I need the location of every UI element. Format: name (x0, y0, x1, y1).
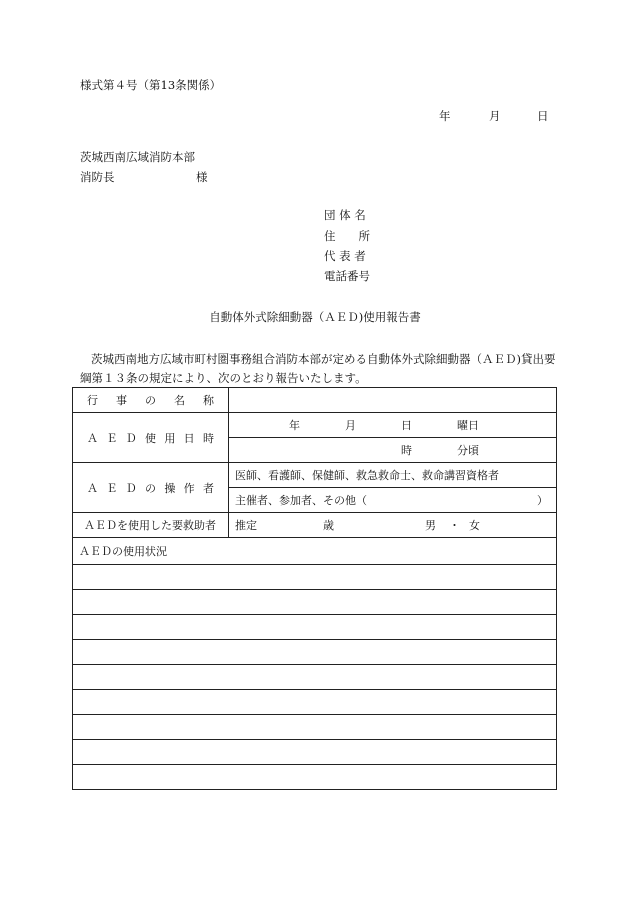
use-date-year: 年 (289, 419, 300, 432)
rescued-age-unit: 歳 (323, 519, 334, 532)
usage-status-line (73, 640, 557, 665)
label-char: の (145, 394, 156, 407)
label-char: 使 (144, 431, 156, 445)
label-char: Ｅ (106, 431, 118, 445)
label-char: Ｅ (106, 481, 118, 495)
label-char: 日 (183, 431, 195, 445)
usage-status-line (73, 715, 557, 740)
use-datetime-label (73, 413, 229, 463)
rescued-female-option[interactable]: 女 (469, 519, 480, 532)
use-time-hour: 時 (401, 444, 412, 457)
use-time-field[interactable] (229, 438, 557, 463)
date-day-label: 日 (537, 109, 549, 123)
operator-other-suffix: ） (537, 494, 548, 507)
use-date-weekday: 曜日 (457, 419, 479, 432)
usage-status-line (73, 615, 557, 640)
operator-other-prefix: 主催者、参加者、その他（ (235, 494, 367, 507)
label-char: 称 (203, 394, 214, 407)
use-date-row (73, 413, 557, 438)
usage-status-line (73, 665, 557, 690)
use-time-minute: 分頃 (457, 444, 479, 457)
label-char: 行 (87, 394, 98, 407)
date-month-label: 月 (489, 109, 501, 123)
operator-label-chars (79, 480, 222, 496)
applicant-address-label: 住 所 (324, 229, 370, 243)
rescued-estimate-label: 推定 (235, 519, 257, 532)
usage-status-line-field[interactable] (73, 565, 557, 590)
rescued-person-label-text: ＡＥＤを使用した要救助者 (84, 519, 216, 532)
form-number: 様式第４号（第13条関係） (80, 78, 222, 92)
rescued-person-field[interactable] (229, 513, 557, 538)
label-char: Ｄ (125, 431, 137, 445)
applicant-representative-label: 代 表 者 (324, 249, 366, 263)
report-table (72, 387, 557, 790)
document-title: 自動体外式除細動器（ＡＥＤ)使用報告書 (209, 310, 421, 324)
usage-status-line-field[interactable] (73, 690, 557, 715)
label-char: 名 (174, 394, 185, 407)
usage-status-label: ＡＥＤの使用状況 (73, 538, 557, 565)
use-date-field[interactable] (229, 413, 557, 438)
usage-status-line-field[interactable] (73, 765, 557, 790)
label-char: 時 (202, 431, 214, 445)
usage-status-line-field[interactable] (73, 640, 557, 665)
applicant-group-name-label: 団 体 名 (324, 208, 366, 222)
rescued-person-row (73, 513, 557, 538)
rescued-person-label (73, 513, 229, 538)
label-char: 事 (116, 394, 127, 407)
label-char: Ａ (87, 481, 98, 495)
rescued-male-option[interactable]: 男 (425, 519, 436, 532)
event-name-row (73, 388, 557, 413)
addressee-organization: 茨城西南広域消防本部 (80, 150, 195, 164)
label-char: の (144, 481, 156, 495)
operator-label (73, 463, 229, 513)
operator-option-other[interactable] (229, 488, 557, 513)
usage-status-line (73, 740, 557, 765)
applicant-phone-label: 電話番号 (324, 269, 370, 283)
addressee-chief: 消防長 (80, 170, 115, 184)
usage-header-row (73, 538, 557, 565)
usage-status-line-field[interactable] (73, 590, 557, 615)
operator-option-professional[interactable]: 医師、看護師、保健師、救急救命士、救命講習資格者 (229, 463, 557, 488)
label-char: 操 (164, 481, 176, 495)
usage-status-line (73, 565, 557, 590)
usage-status-line (73, 590, 557, 615)
use-datetime-label-chars (79, 430, 222, 446)
operator-row-1 (73, 463, 557, 488)
usage-status-line-field[interactable] (73, 715, 557, 740)
use-date-month: 月 (345, 419, 356, 432)
use-date-day: 日 (401, 419, 412, 432)
report-body-text: 茨城西南地方広域市町村圏事務組合消防本部が定める自動体外式除細動器（ＡＥＤ)貸出要綱第１３条の規定により、次のとおり報告いたします。 (80, 352, 556, 385)
rescued-sex-separator: ・ (449, 519, 460, 532)
date-year-label: 年 (439, 109, 451, 123)
usage-status-line-field[interactable] (73, 615, 557, 640)
label-char: Ａ (87, 431, 98, 445)
usage-status-line (73, 765, 557, 790)
label-char: 作 (183, 481, 195, 495)
label-char: Ｄ (125, 481, 137, 495)
event-name-label-chars (79, 392, 222, 408)
usage-status-lines (73, 565, 557, 790)
addressee-honorific: 様 (196, 170, 208, 184)
event-name-field[interactable] (229, 388, 557, 413)
event-name-label (73, 388, 229, 413)
label-char: 用 (164, 431, 176, 445)
usage-status-line-field[interactable] (73, 740, 557, 765)
label-char: 者 (202, 481, 214, 495)
usage-status-line-field[interactable] (73, 665, 557, 690)
usage-status-line (73, 690, 557, 715)
